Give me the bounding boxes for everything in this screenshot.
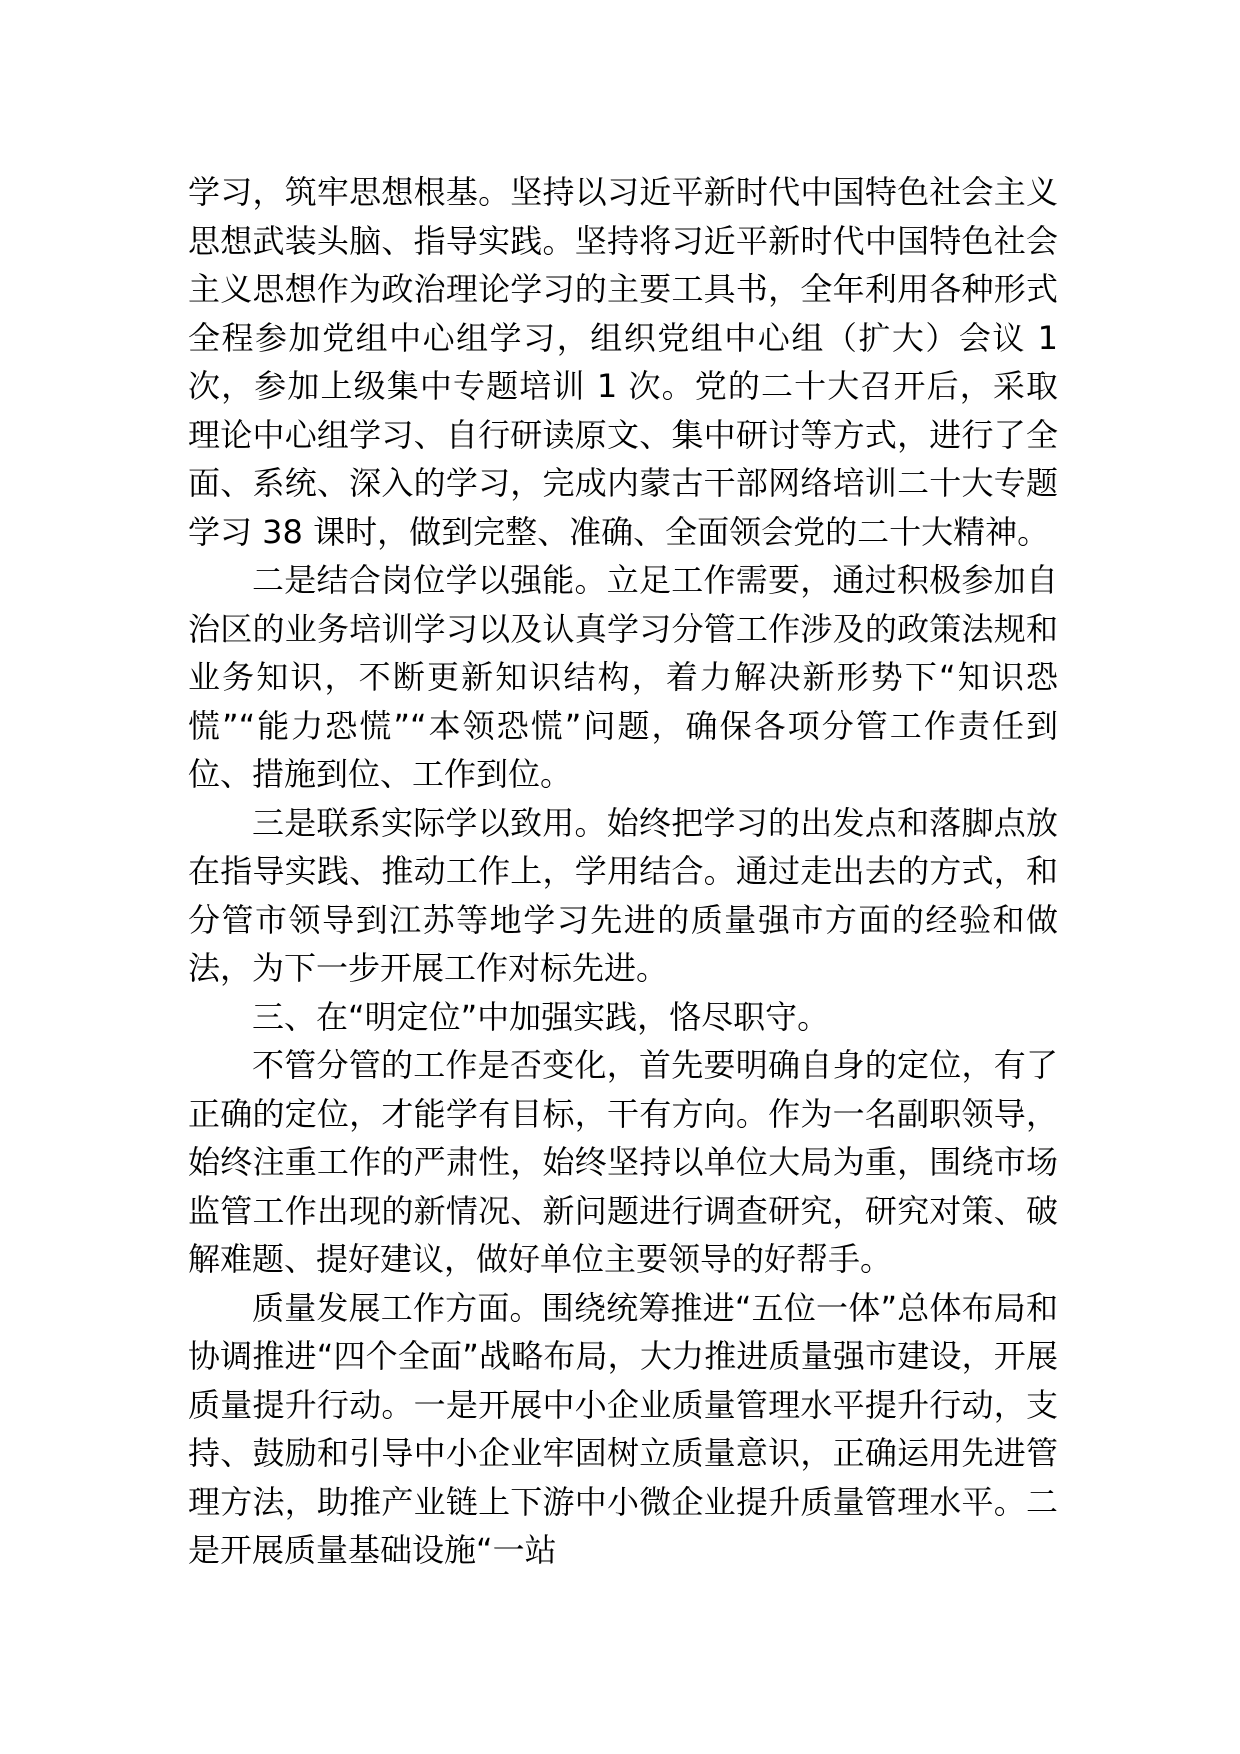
document-body — [188, 168, 1058, 1575]
section-heading-positioning: 三、在“明定位”中加强实践，恪尽职守。 — [252, 997, 830, 1036]
paragraph-quality-development: 质量发展工作方面。围绕统筹推进“五位一体”总体布局和协调推进“四个全面”战略布局，大力推进质量强市建设，开展质量提升行动。一是开展中小企业质量管理水平提升行动，支持、鼓励和引导中小企业牢固树立质量意识，正确运用先进管理方法，助推产业链上下游中小微企业提升质量管理水平。二是开展质量基础设施“一站 — [188, 1288, 1058, 1569]
paragraph-job-learning: 二是结合岗位学以强能。立足工作需要，通过积极参加自治区的业务培训学习以及认真学习分管工作涉及的政策法规和业务知识，不断更新知识结构，着力解决新形势下“知识恐慌”“能力恐慌”“本领恐慌”问题，确保各项分管工作责任到位、措施到位、工作到位。 — [188, 561, 1058, 793]
paragraph-role-positioning: 不管分管的工作是否变化，首先要明确自身的定位，有了正确的定位，才能学有目标，干有方向。作为一名副职领导，始终注重工作的严肃性，始终坚持以单位大局为重，围绕市场监管工作出现的新情况、新问题进行调查研究，研究对策、破解难题、提好建议，做好单位主要领导的好帮手。 — [188, 1046, 1058, 1278]
paragraph-practical-application: 三是联系实际学以致用。始终把学习的出发点和落脚点放在指导实践、推动工作上，学用结合。通过走出去的方式，和分管市领导到江苏等地学习先进的质量强市方面的经验和做法，为下一步开展工作对标先进。 — [188, 803, 1058, 987]
paragraph-study-foundation: 学习，筑牢思想根基。坚持以习近平新时代中国特色社会主义思想武装头脑、指导实践。坚持将习近平新时代中国特色社会主义思想作为政治理论学习的主要工具书，全年利用各种形式全程参加党组中心组学习，组织党组中心组（扩大）会议 1 次，参加上级集中专题培训 1 次。党的二十大召开后，采取理论中心组学习、自行研读原文、集中研讨等方式，进行了全面、系统、深入的学习，完成内蒙古干部网络培训二十大专题学习 38 课时，做到完整、准确、全面领会党的二十大精神。 — [188, 173, 1058, 551]
